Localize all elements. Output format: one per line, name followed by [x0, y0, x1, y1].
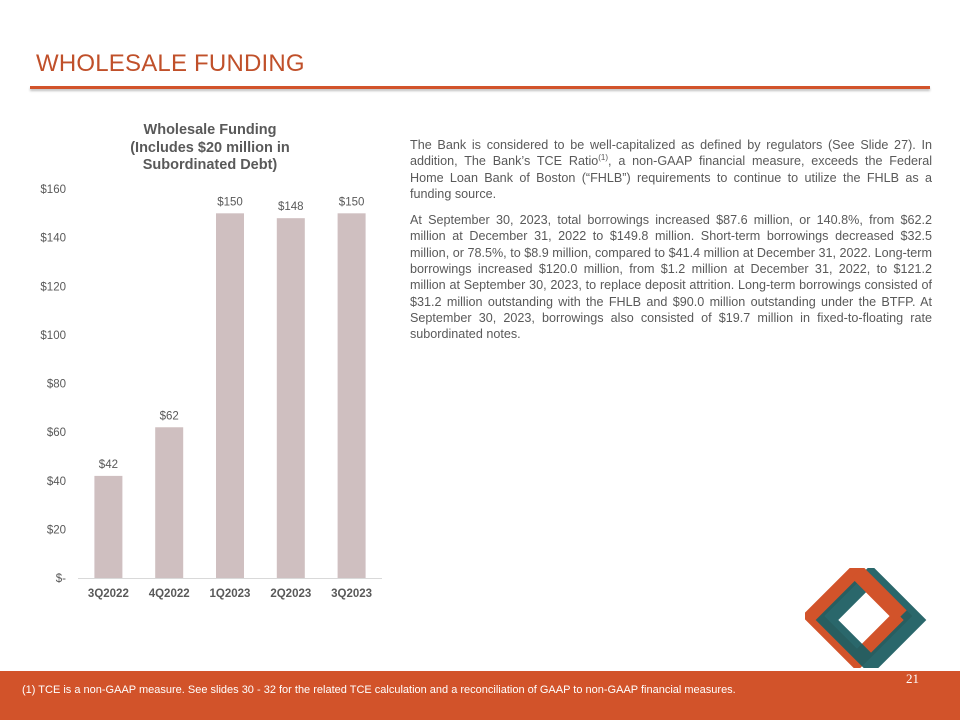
x-tick-label: 3Q2023 [331, 588, 373, 600]
x-tick-label: 4Q2022 [148, 588, 190, 600]
chart-title-line-1: Wholesale Funding [143, 122, 277, 138]
data-label: $62 [159, 410, 179, 423]
data-label: $150 [217, 196, 243, 209]
bar [216, 213, 244, 578]
y-tick-label: $80 [46, 378, 66, 391]
chart-title-line-2: (Includes $20 million in [130, 139, 290, 156]
data-label: $148 [278, 201, 304, 214]
page-number: 21 [906, 671, 919, 686]
interlocking-diamonds-logo-icon [805, 568, 935, 673]
body-paragraph-1-part-a: The Bank is considered to be well-capitalized as defined by regulators (See Slide 27). In addition, The Bank’s TCE Ratio [410, 138, 932, 169]
x-tick-label: 1Q2023 [209, 588, 251, 600]
x-tick-label: 2Q2023 [270, 588, 312, 600]
y-tick-label: $140 [40, 232, 66, 245]
body-paragraph-2: At September 30, 2023, total borrowings increased $87.6 million, or 140.8%, from $62.2 million at December 31, 2022 to $149.8 million. Short-term borrowings decreased $32.5 million, or 78.5%, to $8.9 million, compared to $41.4 million at December 31, 2022. Long-term borrowings increased $120.0 million, from $1.2 million at December 31, 2022, to $121.2 million at September 30, 2023, to replace deposit attrition. Long-term borrowings consisted of $31.2 million outstanding with the FHLB and $90.0 million outstanding under the BTFP. At September 30, 2023, borrowings also consisted of $19.7 million in fixed-to-floating rate subordinated notes. [410, 213, 932, 342]
wholesale-funding-chart [0, 0, 400, 640]
y-tick-label: $40 [46, 475, 66, 488]
y-tick-label: $- [55, 573, 66, 585]
body-paragraph-1 [410, 137, 932, 202]
data-label: $42 [98, 458, 118, 471]
bar [94, 476, 122, 578]
page-title: WHOLESALE FUNDING [36, 50, 305, 77]
y-tick-label: $120 [40, 281, 66, 294]
footnote: (1) TCE is a non-GAAP measure. See slides 30 - 32 for the related TCE calculation and a reconciliation of GAAP to non-GAAP financial measures. [22, 684, 736, 696]
x-tick-label: 3Q2022 [87, 588, 129, 600]
y-tick-label: $100 [40, 329, 66, 342]
bar [277, 218, 305, 578]
footnote-reference: (1) [598, 153, 609, 163]
chart-title-line-3: Subordinated Debt) [142, 157, 278, 173]
body-paragraph-1-part-b: , a non-GAAP financial measure, exceeds the Federal Home Loan Bank of Boston (“FHLB”) requirements to continue to utilize the FHLB as a funding source. [410, 154, 933, 201]
y-tick-label: $60 [46, 427, 66, 440]
data-label: $150 [338, 196, 365, 209]
body-text [410, 137, 932, 353]
y-tick-label: $20 [46, 524, 66, 537]
y-tick-label: $160 [40, 184, 66, 196]
bar [155, 427, 183, 578]
bar [338, 213, 366, 578]
